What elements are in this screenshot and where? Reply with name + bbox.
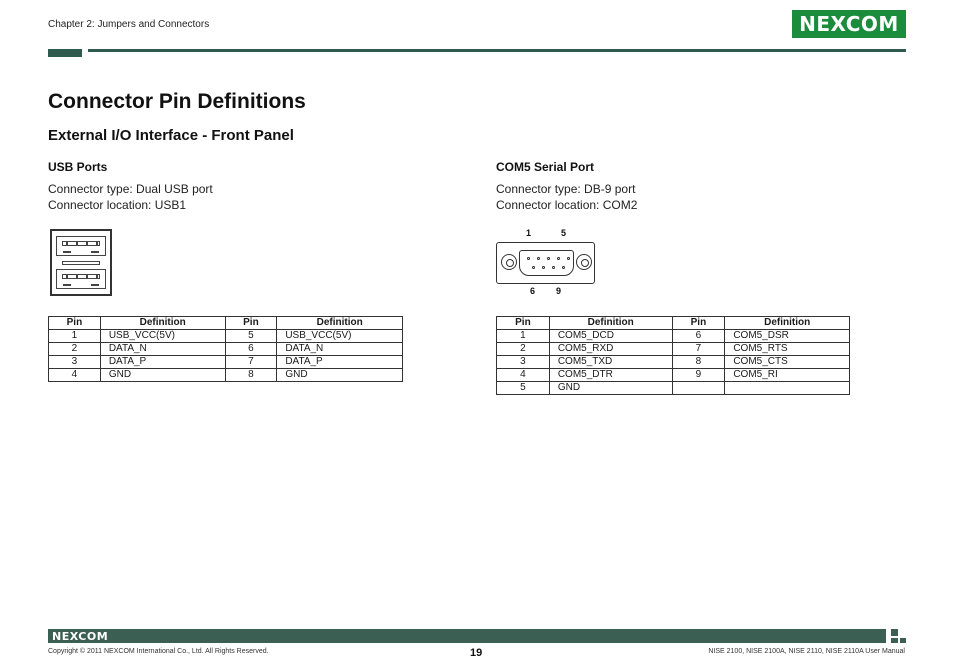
screw-icon (501, 254, 517, 270)
screw-icon (576, 254, 592, 270)
column-header: Pin (225, 317, 277, 330)
section-subtitle: External I/O Interface - Front Panel (48, 127, 294, 144)
table-row (49, 356, 403, 369)
definition-cell: USB_VCC(5V) (277, 330, 403, 343)
usb-connector-type: Connector type: Dual USB port (48, 182, 213, 196)
pin-cell: 4 (497, 369, 550, 382)
pin-cell: 6 (672, 330, 725, 343)
db9-pin-label-9: 9 (556, 286, 562, 296)
usb-heading: USB Ports (48, 160, 108, 174)
pin-cell: 2 (497, 343, 550, 356)
copyright-text: Copyright © 2011 NEXCOM International Co., Ltd. All Rights Reserved. (48, 648, 269, 655)
table-row (497, 356, 850, 369)
pin-cell: 8 (672, 356, 725, 369)
definition-cell: USB_VCC(5V) (100, 330, 225, 343)
table-row (497, 382, 850, 395)
table-row (49, 343, 403, 356)
db9-shell (519, 250, 574, 276)
com5-connector-type: Connector type: DB-9 port (496, 182, 636, 196)
column-header: Definition (725, 317, 850, 330)
definition-cell: COM5_DCD (549, 330, 672, 343)
page-title: Connector Pin Definitions (48, 90, 306, 113)
logo-text: NEXCOM (799, 12, 899, 36)
pin-cell (672, 382, 725, 395)
header-rule (88, 49, 906, 52)
com5-connector-location: Connector location: COM2 (496, 198, 638, 212)
table-row (49, 330, 403, 343)
manual-title: NISE 2100, NISE 2100A, NISE 2110, NISE 2110A User Manual (708, 648, 905, 655)
usb-pin-table (48, 316, 403, 382)
db9-connector-diagram (496, 242, 595, 284)
column-header: Definition (277, 317, 403, 330)
definition-cell: DATA_N (277, 343, 403, 356)
pin-cell: 1 (497, 330, 550, 343)
footer-bar (48, 629, 886, 643)
column-header: Pin (672, 317, 725, 330)
definition-cell: COM5_CTS (725, 356, 850, 369)
usb-port-top (56, 236, 106, 256)
footer-square-icon (900, 638, 906, 643)
header-accent-block (48, 49, 82, 57)
table-row (497, 369, 850, 382)
definition-cell (725, 382, 850, 395)
pin-cell: 6 (225, 343, 277, 356)
page-number: 19 (470, 647, 483, 659)
pin-cell: 5 (497, 382, 550, 395)
definition-cell: DATA_P (277, 356, 403, 369)
pin-cell: 1 (49, 330, 101, 343)
pin-cell: 3 (49, 356, 101, 369)
table-row (497, 330, 850, 343)
table-row (49, 369, 403, 382)
pin-cell: 5 (225, 330, 277, 343)
definition-cell: COM5_RI (725, 369, 850, 382)
footer-logo: NEXCOM (52, 630, 109, 643)
pin-cell: 3 (497, 356, 550, 369)
definition-cell: COM5_RTS (725, 343, 850, 356)
column-header: Pin (49, 317, 101, 330)
table-header-row (497, 317, 850, 330)
definition-cell: GND (100, 369, 225, 382)
pin-cell: 9 (672, 369, 725, 382)
chapter-title: Chapter 2: Jumpers and Connectors (48, 19, 210, 30)
column-header: Definition (549, 317, 672, 330)
pin-cell: 7 (672, 343, 725, 356)
definition-cell: DATA_N (100, 343, 225, 356)
db9-pin-label-1: 1 (526, 228, 532, 238)
definition-cell: GND (549, 382, 672, 395)
pin-cell: 4 (49, 369, 101, 382)
column-header: Pin (497, 317, 550, 330)
definition-cell: GND (277, 369, 403, 382)
db9-pin-label-5: 5 (561, 228, 567, 238)
column-header: Definition (100, 317, 225, 330)
definition-cell: COM5_TXD (549, 356, 672, 369)
pin-cell: 8 (225, 369, 277, 382)
pin-cell: 2 (49, 343, 101, 356)
pin-cell: 7 (225, 356, 277, 369)
com5-heading: COM5 Serial Port (496, 160, 595, 174)
usb-port-bottom (56, 269, 106, 289)
dual-usb-port-diagram (50, 229, 112, 296)
db9-pin-label-6: 6 (530, 286, 536, 296)
footer-square-icon (891, 638, 898, 643)
table-header-row (49, 317, 403, 330)
usb-connector-location: Connector location: USB1 (48, 198, 187, 212)
definition-cell: COM5_DSR (725, 330, 850, 343)
footer-square-icon (891, 629, 898, 636)
definition-cell: COM5_DTR (549, 369, 672, 382)
table-row (497, 343, 850, 356)
com5-pin-table (496, 316, 850, 395)
nexcom-logo (792, 10, 906, 38)
definition-cell: DATA_P (100, 356, 225, 369)
definition-cell: COM5_RXD (549, 343, 672, 356)
